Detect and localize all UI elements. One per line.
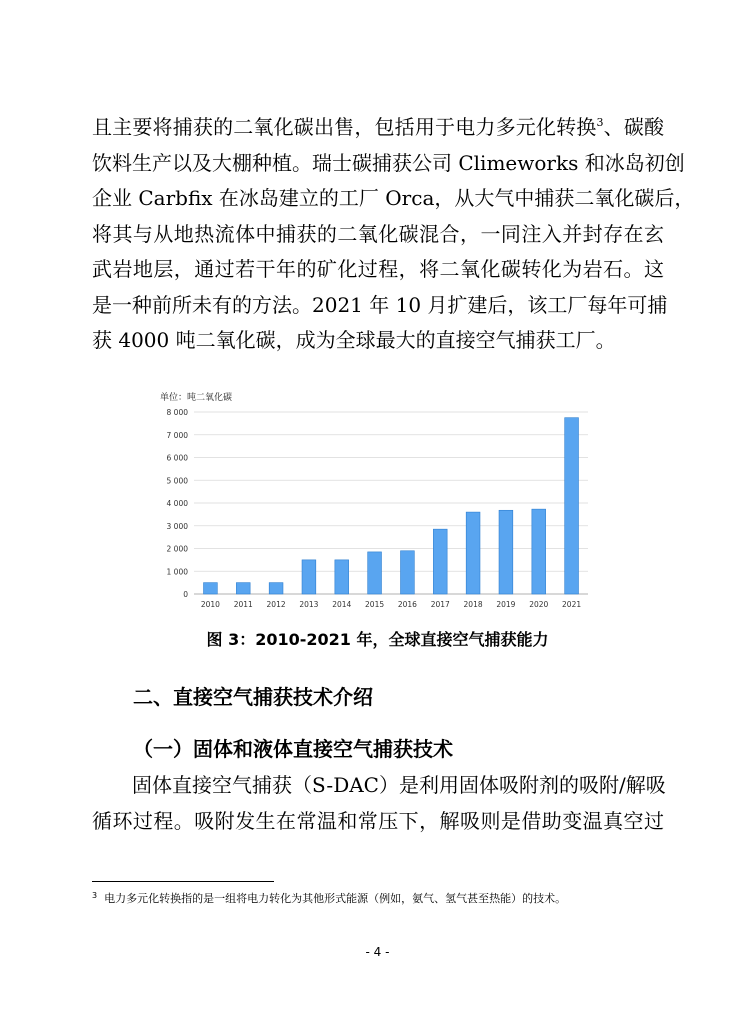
bar-2010: [204, 583, 218, 594]
y-tick-label: 4 000: [166, 499, 188, 508]
body-paragraph-2: [92, 768, 664, 839]
y-tick-label: 8 000: [166, 408, 188, 417]
paragraph-line: 饮料生产以及大棚种植。瑞士碳捕获公司 Climeworks 和冰岛初创: [92, 150, 685, 175]
bar-2012: [269, 583, 283, 594]
bar-2020: [532, 509, 546, 594]
paragraph-line: 获 4000 吨二氧化碳，成为全球最大的直接空气捕获工厂。: [92, 328, 616, 352]
paragraph-line: 固体直接空气捕获（S-DAC）是利用固体吸附剂的吸附/解吸: [132, 773, 666, 797]
y-tick-label: 5 000: [166, 476, 188, 486]
page-number: - 4 -: [365, 945, 390, 959]
x-tick-label: 2018: [463, 600, 483, 609]
x-tick-label: 2016: [397, 600, 417, 609]
bar-2014: [335, 560, 349, 594]
paragraph-line: 将其与从地热流体中捕获的二氧化碳混合，一同注入并封存在玄: [92, 221, 664, 246]
x-tick-label: 2012: [266, 600, 286, 609]
x-tick-label: 2017: [430, 600, 450, 609]
bar-2017: [433, 529, 447, 594]
subsection-heading: （一）固体和液体直接空气捕获技术: [133, 737, 453, 761]
bar-2015: [368, 552, 382, 594]
bar-2013: [302, 560, 316, 594]
x-tick-label: 2020: [529, 600, 549, 609]
footnote-text: 电力多元化转换指的是一组将电力转化为其他形式能源（例如，氨气、氢气甚至热能）的技术。: [104, 892, 567, 905]
y-tick-label: 3 000: [166, 521, 188, 531]
paragraph-line: 循环过程。吸附发生在常温和常压下，解吸则是借助变温真空过: [92, 808, 664, 833]
figure-caption: 图 3：2010-2021 年，全球直接空气捕获能力: [206, 630, 549, 649]
unit-label: 单位：吨二氧化碳: [160, 393, 233, 403]
y-tick-label: 7 000: [166, 430, 188, 440]
bar-2019: [499, 510, 513, 594]
bar-2016: [401, 551, 415, 594]
footnote-ref[interactable]: 3: [596, 116, 604, 129]
y-tick-label: 0: [183, 590, 188, 599]
footnote-number: 3: [92, 891, 98, 900]
x-tick-label: 2013: [299, 600, 319, 609]
x-tick-label: 2019: [496, 600, 516, 609]
x-tick-label: 2010: [200, 600, 220, 609]
bar-2021: [565, 418, 579, 594]
dac-capacity-chart: [160, 388, 600, 616]
bar-2018: [466, 512, 480, 594]
body-paragraph-1: [92, 110, 695, 359]
footnote-divider: [92, 881, 274, 882]
paragraph-line: 是一种前所未有的方法。2021 年 10 月扩建后，该工厂每年可捕: [92, 292, 668, 317]
y-tick-label: 1 000: [166, 567, 188, 577]
y-tick-label: 2 000: [166, 544, 188, 554]
bar-chart-svg: [160, 388, 600, 616]
x-tick-label: 2015: [365, 600, 385, 609]
y-tick-label: 6 000: [166, 453, 188, 463]
x-tick-label: 2011: [233, 600, 253, 609]
paragraph-line: 且主要将捕获的二氧化碳出售，包括用于电力多元化转换$^3$、碳酸: [92, 115, 665, 139]
section-heading: 二、直接空气捕获技术介绍: [133, 685, 373, 709]
x-tick-label: 2014: [332, 600, 352, 609]
x-tick-label: 2021: [562, 600, 582, 609]
paragraph-line: 武岩地层，通过若干年的矿化过程，将二氧化碳转化为岩石。这: [92, 257, 664, 281]
bar-2011: [236, 583, 250, 594]
paragraph-line: 企业 Carbfix 在冰岛建立的工厂 Orca，从大气中捕获二氧化碳后，: [92, 186, 695, 210]
footnote: [92, 890, 566, 906]
